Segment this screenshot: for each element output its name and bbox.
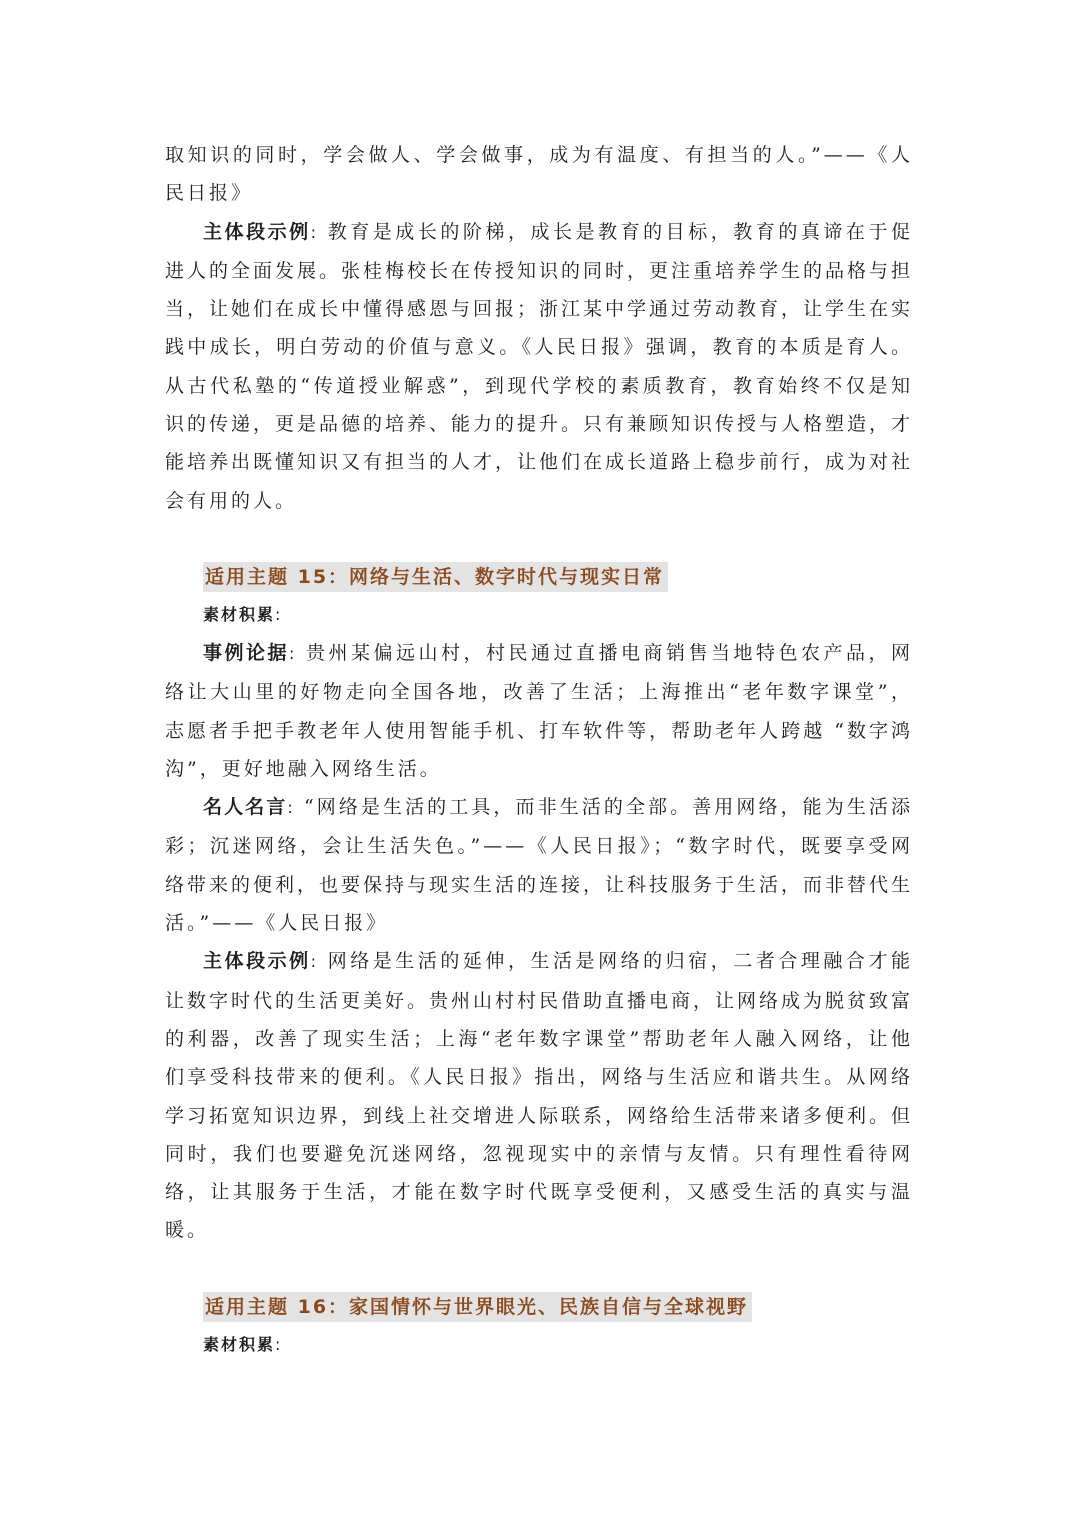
quote-text: “网络是生活的工具，而非生活的全部。善用网络，能为生活添彩；沉迷网络，会让生活失色。”——《人民日报》；“数字时代，既要享受网络带来的便利，也要保持与现实生活的连接，让科技服务于生活，而非替代生活。”——《人民日报》: [165, 796, 914, 935]
section-spacer: [165, 1250, 913, 1288]
materials-label: 素材积累: [203, 604, 276, 624]
section-heading-15: 适用主题 15：网络与生活、数字时代与现实日常: [203, 562, 668, 592]
quote-label: 名人名言: [203, 796, 288, 819]
label-colon: :: [310, 952, 328, 972]
body-example-label: 主体段示例: [203, 950, 311, 973]
body-example-text: 教育是成长的阶梯，成长是教育的目标，教育的真谛在于促进人的全面发展。张桂梅校长在传授知识的同时，更注重培养学生的品格与担当，让她们在成长中懂得感恩与回报；浙江某中学通过劳动教育，让学生在实践中成长，明白劳动的价值与意义。《人民日报》强调，教育的本质是育人。从古代私塾的“传道授业解惑”，到现代学校的素质教育，教育始终不仅是知识的传递，更是品德的培养、能力的提升。只有兼顾知识传授与人格塑造，才能培养出既懂知识又有担当的人才，让他们在成长道路上稳步前行，成为对社会有用的人。: [165, 220, 914, 512]
body-example-paragraph-14: [165, 213, 913, 520]
example-paragraph-15: [165, 634, 913, 788]
quote-paragraph-15: [165, 788, 913, 942]
body-example-text: 网络是生活的延伸，生活是网络的归宿，二者合理融合才能让数字时代的生活更美好。贵州山村村民借助直播电商，让网络成为脱贫致富的利器，改善了现实生活；上海“老年数字课堂”帮助老年人融入网络，让他们享受科技带来的便利。《人民日报》指出，网络与生活应和谐共生。从网络学习拓宽知识边界，到线上社交增进人际联系，网络给生活带来诸多便利。但同时，我们也要避免沉迷网络，忽视现实中的亲情与友情。只有理性看待网络，让其服务于生活，才能在数字时代既享受便利，又感受生活的真实与温暖。: [165, 950, 914, 1242]
label-colon: :: [275, 1334, 281, 1354]
materials-label: 素材积累: [203, 1334, 276, 1354]
body-example-label: 主体段示例: [203, 220, 311, 243]
section-heading-row-15: [165, 558, 913, 596]
intro-continuation: 取知识的同时，学会做人、学会做事，成为有温度、有担当的人。”——《人民日报》: [165, 144, 913, 205]
label-colon: :: [310, 222, 328, 242]
body-example-paragraph-15: [165, 942, 913, 1249]
section-heading-row-16: [165, 1288, 913, 1326]
document-page: [165, 136, 913, 1364]
example-label: 事例论据: [203, 641, 289, 664]
materials-label-row-16: [165, 1326, 913, 1364]
label-colon: :: [287, 798, 304, 818]
label-colon: :: [275, 604, 281, 624]
materials-label-row-15: [165, 596, 913, 634]
example-text: 贵州某偏远山村，村民通过直播电商销售当地特色农产品，网络让大山里的好物走向全国各地，改善了生活；上海推出“老年数字课堂”，志愿者手把手教老年人使用智能手机、打车软件等，帮助老年人跨越 “数字鸿沟”，更好地融入网络生活。: [165, 641, 913, 780]
section-heading-16: 适用主题 16：家国情怀与世界眼光、民族自信与全球视野: [203, 1292, 752, 1322]
section-spacer: [165, 520, 913, 558]
label-colon: :: [289, 643, 306, 663]
